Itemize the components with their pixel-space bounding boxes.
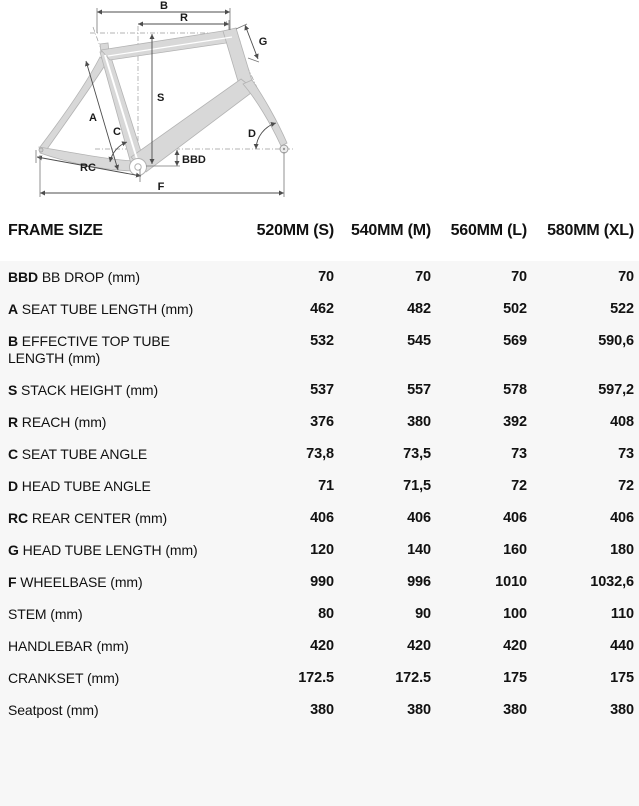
row-label-prefix: A	[8, 301, 19, 317]
cell-value: 1032,6	[527, 566, 639, 598]
row-label-prefix: S	[8, 382, 18, 398]
cell-value: 406	[527, 502, 639, 534]
cell-value: 380	[215, 694, 334, 726]
row-label: B EFFECTIVE TOP TUBE LENGTH (mm)	[0, 325, 215, 374]
label-g: G	[258, 36, 268, 48]
cell-value: 557	[334, 374, 431, 406]
cell-value: 180	[527, 534, 639, 566]
row-label: G HEAD TUBE LENGTH (mm)	[0, 534, 215, 566]
cell-value: 597,2	[527, 374, 639, 406]
cell-value: 175	[431, 662, 527, 694]
cell-value: 73,5	[334, 438, 431, 470]
cell-value: 160	[431, 534, 527, 566]
table-row	[0, 630, 639, 662]
cell-value: 71	[215, 470, 334, 502]
row-label: R REACH (mm)	[0, 406, 215, 438]
table-background-filler	[0, 726, 639, 806]
table-row	[0, 374, 639, 406]
cell-value: 73	[431, 438, 527, 470]
row-label: HANDLEBAR (mm)	[0, 630, 215, 662]
cell-value: 90	[334, 598, 431, 630]
row-label: C SEAT TUBE ANGLE	[0, 438, 215, 470]
cell-value: 578	[431, 374, 527, 406]
column-header-520: 520MM (S)	[215, 215, 334, 255]
cell-value: 380	[334, 694, 431, 726]
cell-value: 73,8	[215, 438, 334, 470]
cell-value: 70	[215, 255, 334, 294]
table-row	[0, 255, 639, 294]
cell-value: 569	[431, 325, 527, 374]
cell-value: 175	[527, 662, 639, 694]
cell-value: 406	[431, 502, 527, 534]
cell-value: 502	[431, 293, 527, 325]
frame-geometry-diagram	[0, 0, 639, 215]
label-d: D	[248, 128, 256, 140]
row-label: D HEAD TUBE ANGLE	[0, 470, 215, 502]
rear-dropout	[39, 148, 43, 152]
column-header-580: 580MM (XL)	[527, 215, 639, 255]
bike-geometry-svg	[0, 0, 639, 215]
cell-value: 482	[334, 293, 431, 325]
cell-value: 380	[431, 694, 527, 726]
cell-value: 100	[431, 598, 527, 630]
table-row	[0, 662, 639, 694]
cell-value: 392	[431, 406, 527, 438]
row-label-prefix: R	[8, 414, 19, 430]
geometry-table	[0, 215, 639, 726]
table-row	[0, 325, 639, 374]
cell-value: 72	[431, 470, 527, 502]
cell-value: 590,6	[527, 325, 639, 374]
cell-value: 140	[334, 534, 431, 566]
cell-value: 376	[215, 406, 334, 438]
cell-value: 172.5	[334, 662, 431, 694]
table-row	[0, 502, 639, 534]
row-label-prefix: G	[8, 542, 19, 558]
geometry-table-body	[0, 255, 639, 727]
seat-stay	[40, 57, 107, 152]
cell-value: 545	[334, 325, 431, 374]
column-header-540: 540MM (M)	[334, 215, 431, 255]
cell-value: 380	[334, 406, 431, 438]
row-label: BBD BB DROP (mm)	[0, 255, 215, 294]
table-row	[0, 598, 639, 630]
table-row	[0, 470, 639, 502]
cell-value: 440	[527, 630, 639, 662]
label-c: C	[113, 126, 121, 138]
cell-value: 72	[527, 470, 639, 502]
cell-value: 537	[215, 374, 334, 406]
table-row	[0, 438, 639, 470]
cell-value: 406	[215, 502, 334, 534]
table-row	[0, 694, 639, 726]
row-label: CRANKSET (mm)	[0, 662, 215, 694]
cell-value: 70	[431, 255, 527, 294]
column-header-560: 560MM (L)	[431, 215, 527, 255]
table-row	[0, 293, 639, 325]
cell-value: 408	[527, 406, 639, 438]
row-label: STEM (mm)	[0, 598, 215, 630]
cell-value: 110	[527, 598, 639, 630]
cell-value: 522	[527, 293, 639, 325]
bottom-bracket	[130, 159, 147, 176]
front-axle-dot	[283, 148, 285, 150]
frame-size-header: FRAME SIZE	[0, 215, 215, 255]
cell-value: 990	[215, 566, 334, 598]
cell-value: 70	[527, 255, 639, 294]
row-label-prefix: C	[8, 446, 19, 462]
cell-value: 406	[334, 502, 431, 534]
cell-value: 120	[215, 534, 334, 566]
cell-value: 420	[215, 630, 334, 662]
label-bbd: BBD	[182, 154, 206, 166]
row-label-prefix: F	[8, 574, 17, 590]
label-rc: RC	[80, 162, 96, 174]
table-row	[0, 534, 639, 566]
label-a: A	[89, 112, 97, 124]
top-tube	[101, 30, 240, 60]
row-label-prefix: RC	[8, 510, 29, 526]
label-b: B	[160, 0, 168, 12]
label-f: F	[157, 181, 165, 193]
cell-value: 73	[527, 438, 639, 470]
cell-value: 420	[431, 630, 527, 662]
table-row	[0, 406, 639, 438]
row-label: F WHEELBASE (mm)	[0, 566, 215, 598]
row-label: RC REAR CENTER (mm)	[0, 502, 215, 534]
row-label-prefix: B	[8, 333, 19, 349]
row-label-prefix: D	[8, 478, 19, 494]
row-label: Seatpost (mm)	[0, 694, 215, 726]
cell-value: 996	[334, 566, 431, 598]
cell-value: 462	[215, 293, 334, 325]
row-label: S STACK HEIGHT (mm)	[0, 374, 215, 406]
cell-value: 80	[215, 598, 334, 630]
cell-value: 71,5	[334, 470, 431, 502]
row-label-prefix: BBD	[8, 269, 39, 285]
cell-value: 70	[334, 255, 431, 294]
table-header-row	[0, 215, 639, 255]
label-r: R	[180, 12, 188, 24]
table-row	[0, 566, 639, 598]
cell-value: 1010	[431, 566, 527, 598]
label-s: S	[157, 92, 165, 104]
cell-value: 172.5	[215, 662, 334, 694]
row-label: A SEAT TUBE LENGTH (mm)	[0, 293, 215, 325]
cell-value: 420	[334, 630, 431, 662]
cell-value: 532	[215, 325, 334, 374]
cell-value: 380	[527, 694, 639, 726]
